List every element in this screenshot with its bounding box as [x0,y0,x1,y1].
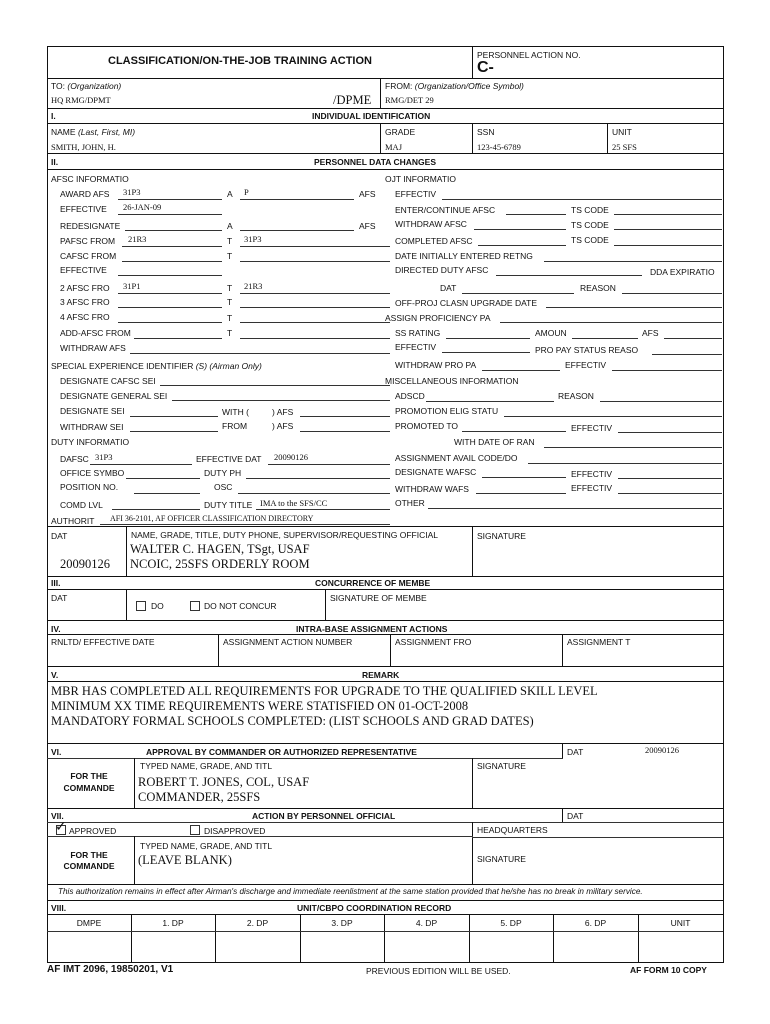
duty-info-heading: DUTY INFORMATIO [51,437,130,447]
coord-col-dp6: 6. DP [584,918,607,928]
promoted-effectiv-label: EFFECTIV [571,423,613,433]
from-value[interactable]: RMG/DET 29 [385,95,434,105]
designate-cafsc-sei-label: DESIGNATE CAFSC SEI [60,376,156,386]
promotion-elig-label: PROMOTION ELIG STATU [395,406,499,416]
reason-label-1: REASON [580,283,616,293]
designate-sei-label: DESIGNATE SEI [60,406,125,416]
approval-signature-label: SIGNATURE [477,761,526,771]
section-2-title: PERSONNEL DATA CHANGES [314,157,437,167]
ss-rating-label: SS RATING [395,328,441,338]
award-afs2-label: AFS [359,189,376,199]
coord-col-unit: UNIT [670,918,691,928]
other-label: OTHER [395,498,425,508]
authorization-notice: This authorization remains in effect after Airman's discharge and immediate reenlistment at the same station provided that he/she has no break in military service. [58,887,643,896]
assignment-avail-label: ASSIGNMENT AVAIL CODE/DO [395,453,518,463]
approval-name-line2[interactable]: COMMANDER, 25SFS [138,790,261,804]
section-3-title: CONCURRENCE OF MEMBE [315,578,431,588]
coord-col-dp4: 4. DP [415,918,438,928]
to-suffix: /DPME [333,93,372,107]
ojt-info-heading: OJT INFORMATIO [385,174,456,184]
withdraw-wafs-label: WITHDRAW WAFS [395,484,469,494]
award-a-value[interactable]: P [244,187,249,197]
date-initially-entered-label: DATE INITIALLY ENTERED RETNG [395,251,533,261]
assign-proficiency-label: ASSIGN PROFICIENCY PA [385,313,491,323]
pafsc-t-value[interactable]: 31P3 [244,234,262,244]
designate-wafsc-label: DESIGNATE WAFSC [395,467,477,477]
requesting-official-label: NAME, GRADE, TITLE, DUTY PHONE, SUPERVISOR/REQUESTING OFFICIAL [131,530,439,540]
afsc3-t-label: T [227,297,233,307]
afsc-info-heading: AFSC INFORMATIO [51,174,129,184]
copy-designation: AF FORM 10 COPY [630,965,707,975]
concur-checkbox[interactable] [136,601,146,611]
personnel-dat-label: DAT [567,811,584,821]
section-6-title: APPROVAL BY COMMANDER OR AUTHORIZED REPRESENTATIVE [146,747,417,757]
request-dat-label: DAT [51,531,68,541]
with-afs-label: ) AFS [272,407,294,417]
enter-continue-afsc-label: ENTER/CONTINUE AFSC [395,205,496,215]
coord-col-dp5: 5. DP [500,918,522,928]
withdraw-wafs-effectiv-label: EFFECTIV [571,483,613,493]
personnel-action-no-value[interactable]: C- [477,59,494,76]
approval-commander: COMMANDE [63,783,115,793]
afsc2-t-value[interactable]: 21R3 [244,281,263,291]
name-label: NAME (Last, First, MI) [51,127,136,137]
approved-label: APPROVED [69,826,117,836]
redesignate-afs-label: AFS [359,221,376,231]
afsc2-t-label: T [227,283,233,293]
name-value[interactable]: SMITH, JOHN, H. [51,142,116,152]
with-date-of-rank-label: WITH DATE OF RAN [454,437,535,447]
off-proj-clasn-label: OFF-PROJ CLASN UPGRADE DATE [395,298,537,308]
personnel-name-value[interactable]: (LEAVE BLANK) [138,853,232,867]
from-label-sei: FROM [222,421,248,431]
do-not-concur-checkbox[interactable] [190,601,200,611]
coord-col-dmpe: DMPE [76,918,102,928]
unit-value[interactable]: 25 SFS [612,142,637,152]
misc-info-heading: MISCELLANEOUS INFORMATION [385,376,519,386]
from-afs-label: ) AFS [272,421,294,431]
approval-name-line1[interactable]: ROBERT T. JONES, COL, USAF [138,775,310,789]
osc-label: OSC [214,482,233,492]
grade-value[interactable]: MAJ [385,142,403,152]
section-1-number: I. [51,111,56,121]
promoted-to-label: PROMOTED TO [395,421,458,431]
award-afs-label: AWARD AFS [60,189,110,199]
designate-wafsc-effectiv-label: EFFECTIV [571,469,613,479]
withdraw-pro-effectiv-label: EFFECTIV [565,360,607,370]
previous-edition-note: PREVIOUS EDITION WILL BE USED. [366,966,511,976]
effective-label: EFFECTIVE [60,204,107,214]
effective2-label: EFFECTIVE [60,265,107,275]
section-6-number: VI. [51,747,62,757]
redesignate-label: REDESIGNATE [60,221,121,231]
request-signature-label: SIGNATURE [477,531,526,541]
member-signature-label: SIGNATURE OF MEMBE [330,593,427,603]
personnel-action-no-label: PERSONNEL ACTION NO. [477,50,581,60]
remark-line-3[interactable]: MANDATORY FORMAL SCHOOLS COMPLETED: (LIST SCHOOLS AND GRAD DATES) [51,714,534,728]
requesting-official-line2[interactable]: NCOIC, 25SFS ORDERLY ROOM [130,557,310,571]
duty-ph-label: DUTY PH [204,468,242,478]
afsc3-from-label: 3 AFSC FRO [60,297,110,307]
ssn-label: SSN [477,127,495,137]
cafsc-from-label: CAFSC FROM [60,251,117,261]
dafsc-label: DAFSC [60,454,89,464]
section-3-number: III. [51,578,61,588]
personnel-signature-label: SIGNATURE [477,854,526,864]
dafsc-value[interactable]: 31P3 [95,452,113,462]
to-value[interactable]: HQ RMG/DPMT [51,95,111,105]
authority-value[interactable]: AFI 36-2101, AF OFFICER CLASSIFICATION DIRECTORY [110,514,314,523]
award-afs-value[interactable]: 31P3 [123,187,141,197]
disapproved-label: DISAPPROVED [204,826,266,836]
to-label: TO: (Organization) [51,81,122,91]
completed-afsc-label: COMPLETED AFSC [395,236,473,246]
concur-label: DO [151,601,164,611]
headquarters-label: HEADQUARTERS [477,825,548,835]
authority-label: AUTHORIT [51,516,95,526]
personnel-for-the: FOR THE [70,850,108,860]
effective-dat-label: EFFECTIVE DAT [196,454,262,464]
rnltd-effective-date-label: RNLTD/ EFFECTIVE DATE [51,637,155,647]
approval-for-the: FOR THE [70,771,108,781]
designate-general-sei-label: DESIGNATE GENERAL SEI [60,391,168,401]
section-4-title: INTRA-BASE ASSIGNMENT ACTIONS [296,624,448,634]
ojt-afs-label: AFS [642,328,659,338]
personnel-typed-name-label: TYPED NAME, GRADE, AND TITL [140,841,273,851]
do-not-concur-label: DO NOT CONCUR [204,601,277,611]
with-label: WITH ( [222,407,249,417]
ojt-effectiv-label: EFFECTIV [395,189,437,199]
form-id: AF IMT 2096, 19850201, V1 [47,964,174,975]
directed-duty-afsc-label: DIRECTED DUTY AFSC [395,265,489,275]
office-symbo-label: OFFICE SYMBO [60,468,125,478]
adscd-label: ADSCD [395,391,425,401]
position-no-label: POSITION NO. [60,482,119,492]
withdraw-afs-label: WITHDRAW AFS [60,343,126,353]
approval-dat-label: DAT [567,747,584,757]
duty-title-value[interactable]: IMA to the SFS/CC [260,498,328,508]
add-afsc-t-label: T [227,328,233,338]
assignment-to-label: ASSIGNMENT T [567,637,631,647]
section-8-title: UNIT/CBPO COORDINATION RECORD [297,903,452,913]
section-5-title: REMARK [362,670,400,680]
effective-value[interactable]: 26-JAN-09 [123,202,162,212]
pro-pay-status-label: PRO PAY STATUS REASO [535,345,639,355]
personnel-commander: COMMANDE [63,861,115,871]
section-4-number: IV. [51,624,61,634]
effective-dat-value[interactable]: 20090126 [274,452,308,462]
ts-code-1-label: TS CODE [571,205,609,215]
withdraw-pro-pay-label: WITHDRAW PRO PA [395,360,477,370]
form-title: CLASSIFICATION/ON-THE-JOB TRAINING ACTION [108,55,372,67]
section-7-title: ACTION BY PERSONNEL OFFICIAL [252,811,396,821]
pafsc-from-value[interactable]: 21R3 [128,234,147,244]
section-5-number: V. [51,670,59,680]
pafsc-from-label: PAFSC FROM [60,236,116,246]
section-8-number: VIII. [51,903,67,913]
dda-expiratio-label: DDA EXPIRATIO [650,267,715,277]
section-2-number: II. [51,157,59,167]
award-a-label: A [227,189,233,199]
coord-col-dp1: 1. DP [162,918,184,928]
amoun-label: AMOUN [535,328,567,338]
dat-label-1: DAT [440,283,457,293]
ssn-value[interactable]: 123-45-6789 [477,142,521,152]
assignment-action-number-label: ASSIGNMENT ACTION NUMBER [223,637,353,647]
withdraw-afsc-label: WITHDRAW AFSC [395,219,467,229]
section-7-number: VII. [51,811,64,821]
approval-dat-value[interactable]: 20090126 [645,745,679,755]
cafsc-t-label: T [227,251,233,261]
afsc2-from-value[interactable]: 31P1 [123,281,141,291]
request-dat-value[interactable]: 20090126 [60,557,110,571]
afsc4-t-label: T [227,313,233,323]
pafsc-t-label: T [227,236,233,246]
coord-col-dp2: 2. DP [246,918,269,928]
approval-typed-name-label: TYPED NAME, GRADE, AND TITL [140,761,273,771]
disapproved-checkbox[interactable] [190,825,200,835]
comd-lvl-label: COMD LVL [60,500,103,510]
section-1-title: INDIVIDUAL IDENTIFICATION [312,111,431,121]
coord-col-dp3: 3. DP [331,918,353,928]
grade-label: GRADE [385,127,416,137]
remark-line-1[interactable]: MBR HAS COMPLETED ALL REQUIREMENTS FOR UPGRADE TO THE QUALIFIED SKILL LEVEL [51,684,598,698]
ts-code-3-label: TS CODE [571,235,609,245]
afsc4-from-label: 4 AFSC FRO [60,312,110,322]
sei-heading: SPECIAL EXPERIENCE IDENTIFIER (S) (Airman Only) [51,361,262,371]
redesignate-a-label: A [227,221,233,231]
unit-label: UNIT [612,127,632,137]
add-afsc-from-label: ADD-AFSC FROM [60,328,131,338]
from-label: FROM: (Organization/Office Symbol) [385,81,524,91]
assignment-from-label: ASSIGNMENT FRO [395,637,472,647]
ts-code-2-label: TS CODE [571,220,609,230]
check-mark-icon: ✓ [55,819,67,835]
requesting-official-line1[interactable]: WALTER C. HAGEN, TSgt, USAF [130,542,310,556]
reason-label-2: REASON [558,391,594,401]
concurrence-dat-label: DAT [51,593,68,603]
afsc2-from-label: 2 AFSC FRO [60,283,110,293]
duty-title-label: DUTY TITLE [204,500,253,510]
withdraw-sei-label: WITHDRAW SEI [60,422,124,432]
remark-line-2[interactable]: MINIMUM XX TIME REQUIREMENTS WERE STATISFIED ON 01-OCT-2008 [51,699,469,713]
pro-pay-effectiv-label: EFFECTIV [395,342,437,352]
